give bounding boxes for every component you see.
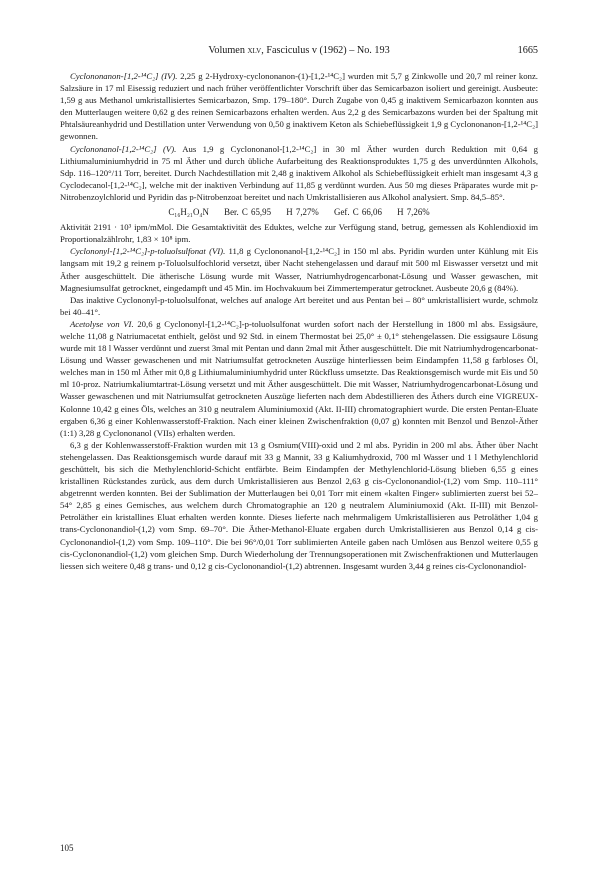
paragraph-cyclononanol [60, 143, 538, 203]
formula-found-h: H 7,26% [397, 207, 430, 218]
paragraph-tosylate [60, 245, 538, 293]
paragraph-text: Aktivität 2191 · 10³ ipm/mMol. Die Gesamtaktivität des Eduktes, welche zur Verfügung stand, betrug, gemessen als Kohlendioxid im Proportionalzählrohr, 1,83 × 10⁸ ipm. [60, 222, 538, 245]
formula-calculated: Ber. C 65,95 [224, 207, 272, 218]
paragraph-text: Aus 1,9 g Cyclononanol-[1,2-¹⁴C₂] in 30 ml Äther wurden durch Reduktion mit 0,64 g Lithiumaluminiumhydrid in 75 ml Äther und durch übliche Aufarbeitung des Reaktionsproduktes 1,75 g des unverdünnten Alkohols, Sdp. 116–120°/11 Torr, bereitet. Durch Nachdestillation mit 2,48 g inaktivem Alkohol als Schiebeflüssigkeit erhielt man insgesamt 4,3 g Cyclodecanol-[1,2-¹⁴C₂], welche mit der inaktiven Verbindung auf 11,85 g verdünnt wurden. Aus 50 mg dieses Präparates wurde mit p-Nitrobenzoylchlorid und Pyridin das p-Nitrobenzoat bereitet und nach Umkristallisieren aus Alkohol analysiert. Smp. 84,5–85°. [60, 143, 538, 202]
paragraph-activity [60, 221, 538, 245]
formula-calculated-h: H 7,27% [286, 207, 319, 218]
page-number: 1665 [517, 45, 538, 56]
paragraph-text: Das inaktive Cyclononyl-p-toluolsulfonat, welches auf analoge Art bereitet und aus Pentan bei – 80° umkristallisiert wurde, schmolz bei 40–41°. [60, 294, 538, 317]
paragraph-inactive-tosylate [60, 294, 538, 318]
paragraph-text: 20,6 g Cyclononyl-[1,2-¹⁴C₂]-p-toluolsulfonat wurden sofort nach der Herstellung in 1800 ml abs. Essigsäure, welche 11,08 g Natriumacetat enthielt, gelöst und 92 Std. in einem Thermostat bei 25,0° ± 0,1° stehengelassen. Die essigsaure Lösung wurde mit 18 l Wasser verdünnt und zuerst 3mal mit Pentan und dann 2mal mit Äther ausgeschüttelt. Die mit Natriumhydrogencarbonat-Lösung und Wasser gewaschenen und mit Natriumsulfat getrockneten Auszüge hinterliessen beim Eindampfen 11,58 g farbloses Öl, welches man in 150 ml Äther mit 0,8 g Lithiumaluminiumhydrid unter Rückfluss umsetzte. Das Reaktionsgemisch wurde mit Eis und 50 ml 10-proz. Natriumkaliumtartrat-Lösung versetzt und mit Äther ausgeschüttelt. Die mit Wasser, Natriumhydrogencarbonat-Lösung und Wasser gewaschenen und mit Natriumsulfat getrockneten Auszüge lieferten nach dem Abdestillieren des Äthers durch eine VIGREUX-Kolonne 10,42 g eines Öls, welches an 310 g neutralem Aluminiumoxid (Akt. II-III) chromatographiert wurde. Die ersten Pentan-Eluate ergaben 6,36 g einer Kohlenwasserstoff-Fraktion. Nach einer kleinen Zwischenfraktion (0,07 g) konnten mit Benzol und Benzol-Äther (1:1) 3,28 g Cyclononanol (VIIs) erhalten werden. [60, 318, 538, 438]
paragraph-lead: Cyclononanon-[1,2-¹⁴C₂] (IV). [70, 71, 178, 81]
journal-volume: Volumen xlv, Fasciculus v (1962) – No. 193 [208, 45, 390, 56]
page [60, 44, 538, 572]
formula-found: Gef. C 66,06 [334, 207, 382, 218]
paragraph-lead: Cyclononyl-[1,2-¹⁴C₂]-p-toluolsulfonat (VI). [70, 246, 226, 257]
running-header [60, 44, 538, 58]
paragraph-text: 6,3 g der Kohlenwasserstoff-Fraktion wurden mit 13 g Osmium(VIII)-oxid und 2 ml abs. Pyridin in 200 ml abs. Äther über Nacht stehengelassen. Das Reaktionsgemisch wurde darauf mit 33 g Mannit, 33 g Kaliumhydroxid, 700 ml Wasser und 1 l Methylenchlorid geschüttelt, bis sich die Methylenchlorid-Schicht entfärbte. Beim Eindampfen der Methylenchlorid-Lösung blieben 6,55 g eines kristallinen Rückstandes zurück, aus dem durch Umkristallisieren aus Benzol 2,63 g cis-Cyclononandiol-(1,2) vom Smp. 110–111° abgetrennt werden konnten. Bei der Sublimation der Mutterlaugen bei 0,01 Torr mit einem «kalten Finger» sublimierten zuerst bei 52–54° 2,85 g eines Gemisches, aus welchem durch Chromatographie an 120 g neutralem Aluminiumoxid (Akt. II-III) mit Benzol-Petroläther ein kristallines Eluat erhalten werden konnte. Dieses lieferte nach mehrmaligem Umkristallisieren aus Petroläther 1,04 g trans-Cyclononandiol-(1,2) vom Smp. 69–70°. Die Äther-Methanol-Eluate ergaben durch Umkristallisieren aus Benzol 0,14 g cis-Cyclononandiol-(1,2) vom Smp. 109–110°. Die bei 96°/0,01 Torr sublimierten Anteile gaben nach Umlösen aus Benzol weitere 0,55 g cis-Cyclononandiol-(1,2) vom gleichen Smp. Durch Wiederholung der Trennungsoperationen mit Zwischenfraktionen und Mutterlaugen liessen sich weitere 0,48 g trans- und 0,12 g cis-Cyclononandiol-(1,2) abtrennen. Insgesamt wurden 3,44 g reines cis-Cyclononandiol- [60, 439, 538, 571]
paragraph-hydrocarbon-fraction [60, 439, 538, 572]
article-body [60, 70, 538, 572]
analysis-formula [60, 206, 538, 218]
paragraph-text: 11,8 g Cyclononanol-[1,2-¹⁴C₂] in 150 ml abs. Pyridin wurden unter Kühlung mit Eis langsam mit 19,2 g reinem p-Toluolsulfochlorid versetzt, über Nacht stehengelassen und darauf mit 500 ml Eiswasser versetzt und mit Äther ausgeschüttelt. Die ätherische Lösung wurde mit Wasser, Natriumhydrogencarbonat-Lösung und Wasser gewaschen, mit Magnesiumsulfat getrocknet, eingedampft und 45 Min. im Hochvakuum bei Zimmertemperatur getrocknet. Ausbeute 20,6 g (84%). [60, 246, 538, 293]
paragraph-lead: Acetolyse von VI. [70, 318, 134, 329]
paragraph-acetolysis [60, 318, 538, 439]
formula-compound: C₁₆H₂₁O₄N [168, 207, 209, 218]
paragraph-text: 2,25 g 2-Hydroxy-cyclononanon-(1)-[1,2-¹⁴C₂] wurden mit 5,7 g Zinkwolle und 20,7 ml reiner konz. Salzsäure in 17 ml Eisessig reduziert und nach früher veröffentlichter Vorschrift über das Semicarbazon isoliert und gereinigt. Ausbeute: 1,59 g aus Methanol umkristallisiertes Semicarbazon, Smp. 179–180°. Durch Zugabe von 0,45 g inaktivem Semicarbazon konnten aus den Mutterlaugen weitere 0,62 g des reinen Semicarbazons erhalten werden. Aus 2,2 g des Semicarbazons wurden bei der Spaltung mit Phtalsäureanhydrid und Destillation unter Verwendung von 0,50 g inaktivem Keton als Schiebeflüssigkeit 1,9 g Cyclononanon-[1,2-¹⁴C₂] gewonnen. [60, 71, 538, 142]
paragraph-cyclononanon [60, 70, 538, 143]
paragraph-lead: Cyclononanol-[1,2-¹⁴C₂] (V). [70, 143, 177, 154]
footer-number: 105 [60, 843, 74, 853]
